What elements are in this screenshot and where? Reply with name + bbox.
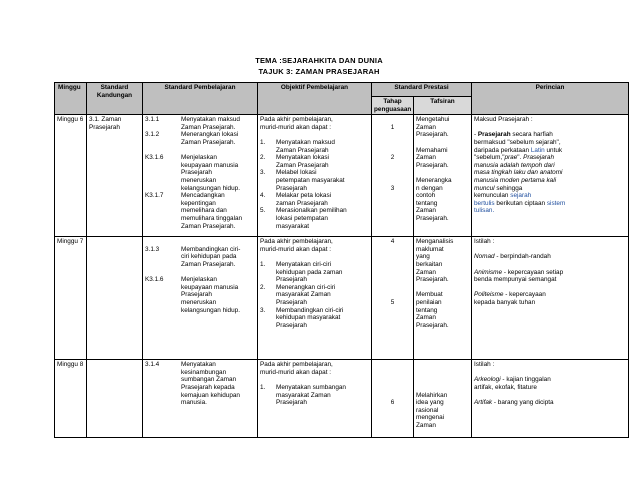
header-standard-kandungan: Standard Kandungan bbox=[87, 83, 143, 115]
cell-perincian: Istilah : Nomad - berpindah-randah Animisme - kepercayaan setiap benda mempunyai semangat Politeisme - kepercayaan kepada banyak tuhan bbox=[472, 237, 629, 360]
cell-pembelajaran: 3.1.3 Membandingkan ciri- ciri kehidupan pada Zaman Prasejarah. K3.1.6 Menjelaskan keupayaan manusia Prasejarah meneruskan kelangsungan hidup. bbox=[143, 237, 258, 360]
cell-pembelajaran: 3.1.4 Menyatakan kesinambungan sumbangan Zaman Prasejarah kepada kemajuan kehidupan manusia. bbox=[143, 360, 258, 438]
header-standard-pembelajaran: Standard Pembelajaran bbox=[143, 83, 258, 115]
header-minggu: Minggu bbox=[55, 83, 87, 115]
link-sejarah[interactable]: sejarah bbox=[510, 192, 532, 200]
table-row bbox=[55, 360, 629, 438]
cell-kandungan bbox=[87, 237, 143, 360]
header-tafsiran: Tafsiran bbox=[414, 97, 472, 115]
link-latin[interactable]: Latin bbox=[530, 146, 545, 154]
table-row bbox=[55, 237, 629, 360]
cell-perincian: Istilah : Arkeologi - kajian tinggalan artifak, ekofak, fitature Artifak - barang yang dicipta bbox=[472, 360, 629, 438]
cell-kandungan: 3.1. Zaman Prasejarah bbox=[87, 115, 143, 237]
cell-perincian: Maksud Prasejarah : - Prasejarah secara harfiah bermaksud "sebelum sejarah", daripada perkataan Latin untuk "sebelum,"prae". Prasejarah manusia adalah tempoh dari masa tingkah laku dan anatomi manusia moden pertama kali muncul sehingga kemunculan sejarah bertulis berikutan ciptaan sistem tulisan. bbox=[472, 115, 629, 237]
cell-objektif: Pada akhir pembelajaran, murid-murid akan dapat : 1. Menyatakan maksud Zaman Prasejarah 2. Menyatakan lokasi Zaman Prasejarah 3. Melabel lokasi petempatan masyarakat Prasejarah 4. Melakar peta lokasi zaman Prasejarah 5. Merasionalkan pemilihan lokasi petempatan masyarakat bbox=[258, 115, 372, 237]
cell-kandungan bbox=[87, 360, 143, 438]
link-bertulis[interactable]: bertulis bbox=[474, 199, 495, 207]
cell-objektif: Pada akhir pembelajaran, murid-murid akan dapat : 1. Menyatakan ciri-ciri kehidupan pada zaman Prasejarah 2. Menerangkan ciri-ciri masyarakat Zaman Prasejarah 3. Membandingkan ciri-ciri kehidupan masyarakat Prasejarah bbox=[258, 237, 372, 360]
cell-objektif: Pada akhir pembelajaran, murid-murid akan dapat : 1. Menyatakan sumbangan masyarakat Zaman Prasejarah bbox=[258, 360, 372, 438]
cell-tafsiran: Melahirkan idea yang rasional mengenai Zaman bbox=[414, 360, 472, 438]
header-perincian: Perincian bbox=[472, 83, 629, 115]
lesson-plan-table bbox=[54, 82, 629, 438]
link-sistem[interactable]: sistem bbox=[546, 199, 566, 207]
cell-tafsiran: Mengetahui Zaman Prasejarah. Memahami Zaman Prasejarah. Menerangka n dengan contoh tentang Zaman Prasejarah. bbox=[414, 115, 472, 237]
document-title: TEMA :SEJARAHKITA DAN DUNIA bbox=[255, 56, 383, 65]
link-tulisan[interactable]: tulisan. bbox=[474, 207, 495, 215]
document-subtitle: TAJUK 3: ZAMAN PRASEJARAH bbox=[258, 67, 380, 76]
cell-tafsiran: Menganalisis maklumat yang berkaitan Zaman Prasejarah. Membuat penilaian tentang Zaman Prasejarah. bbox=[414, 237, 472, 360]
cell-minggu: Minggu 7 bbox=[55, 237, 87, 360]
cell-minggu: Minggu 8 bbox=[55, 360, 87, 438]
cell-minggu: Minggu 6 bbox=[55, 115, 87, 237]
cell-tahap: 6 bbox=[372, 360, 414, 438]
header-objektif-pembelajaran: Objektif Pembelajaran bbox=[258, 83, 372, 115]
header-tahap-penguasaan: Tahap penguasaan bbox=[372, 97, 414, 115]
cell-pembelajaran: 3.1.1 Menyatakan maksud Zaman Prasejarah. 3.1.2 Menerangkan lokasi Zaman Prasejarah. K3.1.6 Menjelaskan keupayaan manusia Prasejarah meneruskan kelangsungan hidup. K3.1.7 Mencadangkan kepentingan memelihara dan memulihara tinggalan Zaman Prasejarah. bbox=[143, 115, 258, 237]
cell-tahap: 1 2 3 bbox=[372, 115, 414, 237]
table-row bbox=[55, 115, 629, 237]
header-standard-prestasi: Standard Prestasi bbox=[372, 83, 472, 97]
cell-tahap: 4 5 bbox=[372, 237, 414, 360]
